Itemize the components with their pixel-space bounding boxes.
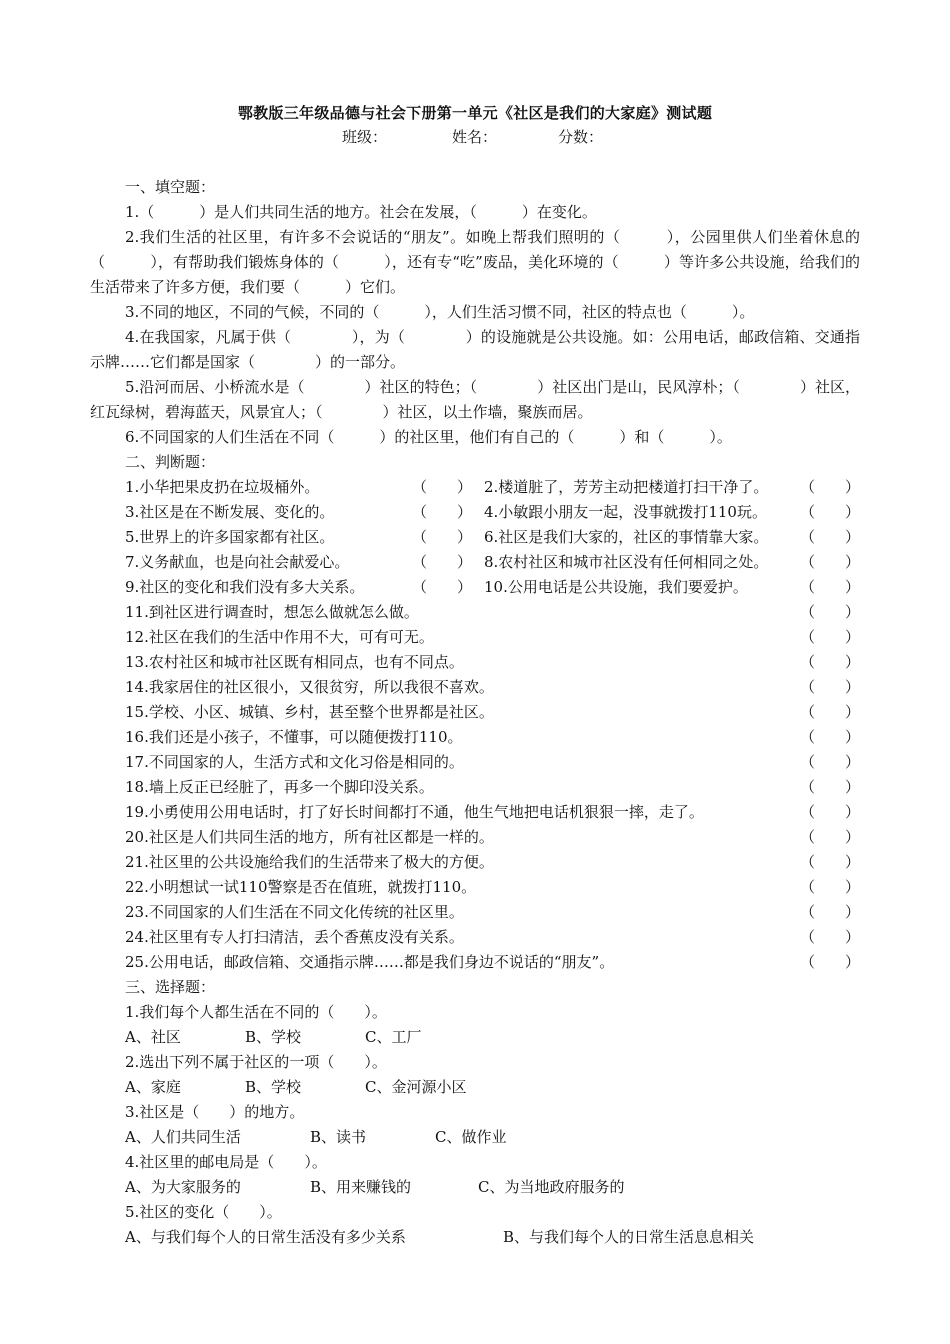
choice-options <box>90 1075 860 1100</box>
section-heading-true-false: 二、判断题： <box>125 453 216 471</box>
true-false-pairs <box>90 475 860 600</box>
true-false-question: 13.农村社区和城市社区既有相同点，也有不同点。 <box>125 653 464 671</box>
true-false-question: 24.社区里有专人打扫清洁，丢个香蕉皮没有关系。 <box>125 928 464 946</box>
score-label: 分数： <box>558 128 604 146</box>
fill-question-5: 5.沿河而居、小桥流水是（ ）社区的特色；（ ）社区出门是山，民风淳朴；（ ）社区，红瓦绿树，碧海蓝天，风景宜人；（ ）社区，以土作墙，聚族而居。 <box>90 378 860 421</box>
true-false-question: 10.公用电话是公共设施，我们要爱护。 <box>484 578 748 596</box>
true-false-row <box>90 675 860 700</box>
section-heading-multiple-choice: 三、选择题： <box>125 978 216 996</box>
true-false-question: 22.小明想试一试110警察是否在值班，就拨打110。 <box>125 878 477 896</box>
fill-question-3: 3.不同的地区，不同的气候，不同的（ ），人们生活习惯不同，社区的特点也（ ）。 <box>125 303 755 321</box>
name-label: 姓名： <box>452 128 498 146</box>
true-false-question: 12.社区在我们的生活中作用不大，可有可无。 <box>125 628 434 646</box>
answer-parentheses: （ ） <box>799 678 860 696</box>
true-false-question: 16.我们还是小孩子，不懂事，可以随便拨打110。 <box>125 728 463 746</box>
true-false-row <box>90 650 860 675</box>
answer-parentheses: （ ） <box>799 953 860 971</box>
true-false-row <box>90 875 860 900</box>
choice-question-stem: 3.社区是（ ）的地方。 <box>125 1103 305 1121</box>
true-false-question: 23.不同国家的人们生活在不同文化传统的社区里。 <box>125 903 464 921</box>
fill-question-6: 6.不同国家的人们生活在不同（ ）的社区里，他们有自己的（ ）和（ ）。 <box>125 428 732 446</box>
answer-parentheses: （ ） <box>799 478 860 496</box>
exam-content <box>90 175 860 1250</box>
answer-parentheses: （ ） <box>799 803 860 821</box>
choice-option[interactable]: B、学校 <box>245 1028 302 1046</box>
true-false-question: 2.楼道脏了，芳芳主动把楼道打扫干净了。 <box>484 478 769 496</box>
answer-parentheses: （ ） <box>799 603 860 621</box>
true-false-row <box>90 800 860 825</box>
answer-parentheses: （ ） <box>799 628 860 646</box>
choice-question-stem: 2.选出下列不属于社区的一项（ ）。 <box>125 1053 387 1071</box>
true-false-row <box>90 825 860 850</box>
answer-parentheses: （ ） <box>412 578 473 596</box>
answer-parentheses: （ ） <box>412 528 473 546</box>
true-false-question: 21.社区里的公共设施给我们的生活带来了极大的方便。 <box>125 853 494 871</box>
true-false-row <box>90 900 860 925</box>
answer-parentheses: （ ） <box>799 703 860 721</box>
answer-parentheses: （ ） <box>799 553 860 571</box>
true-false-question: 15.学校、小区、城镇、乡村，甚至整个世界都是社区。 <box>125 703 494 721</box>
true-false-question: 25.公用电话，邮政信箱、交通指示牌……都是我们身边不说话的“朋友”。 <box>125 953 615 971</box>
answer-parentheses: （ ） <box>799 878 860 896</box>
true-false-question: 14.我家居住的社区很小，又很贫穷，所以我很不喜欢。 <box>125 678 494 696</box>
choice-option[interactable]: A、家庭 <box>125 1078 181 1096</box>
true-false-question: 20.社区是人们共同生活的地方，所有社区都是一样的。 <box>125 828 494 846</box>
true-false-row <box>90 775 860 800</box>
true-false-row <box>90 525 860 550</box>
true-false-row <box>90 850 860 875</box>
answer-parentheses: （ ） <box>799 753 860 771</box>
fill-question-4: 4.在我国家，凡属于供（ ），为（ ）的设施就是公共设施。如：公用电话，邮政信箱、交通指示牌……它们都是国家（ ）的一部分。 <box>90 328 860 371</box>
choice-options <box>90 1175 860 1200</box>
true-false-row <box>90 550 860 575</box>
section-heading-fill-blank: 一、填空题： <box>125 178 216 196</box>
true-false-question: 7.义务献血，也是向社会献爱心。 <box>125 553 350 571</box>
true-false-row <box>90 500 860 525</box>
true-false-question: 17.不同国家的人，生活方式和文化习俗是相同的。 <box>125 753 464 771</box>
answer-parentheses: （ ） <box>799 728 860 746</box>
answer-parentheses: （ ） <box>799 578 860 596</box>
class-label: 班级： <box>342 128 388 146</box>
true-false-question: 19.小勇使用公用电话时，打了好长时间都打不通，他生气地把电话机狠狠一摔，走了。 <box>125 803 704 821</box>
true-false-question: 8.农村社区和城市社区没有任何相同之处。 <box>484 553 769 571</box>
true-false-row <box>90 950 860 975</box>
choice-options <box>90 1225 860 1250</box>
choice-option[interactable]: B、与我们每个人的日常生活息息相关 <box>503 1228 755 1246</box>
true-false-question: 1.小华把果皮扔在垃圾桶外。 <box>125 478 320 496</box>
true-false-row <box>90 700 860 725</box>
multiple-choice-list <box>90 1000 860 1250</box>
choice-option[interactable]: C、做作业 <box>435 1128 507 1146</box>
choice-option[interactable]: A、为大家服务的 <box>125 1178 241 1196</box>
true-false-row <box>90 475 860 500</box>
true-false-question: 9.社区的变化和我们没有多大关系。 <box>125 578 365 596</box>
answer-parentheses: （ ） <box>412 478 473 496</box>
true-false-row <box>90 600 860 625</box>
answer-parentheses: （ ） <box>799 903 860 921</box>
choice-options <box>90 1025 860 1050</box>
answer-parentheses: （ ） <box>799 928 860 946</box>
true-false-row <box>90 750 860 775</box>
choice-question-stem: 1.我们每个人都生活在不同的（ ）。 <box>125 1003 387 1021</box>
answer-parentheses: （ ） <box>412 503 473 521</box>
true-false-question: 18.墙上反正已经脏了，再多一个脚印没关系。 <box>125 778 434 796</box>
answer-parentheses: （ ） <box>799 503 860 521</box>
choice-option[interactable]: C、工厂 <box>365 1028 422 1046</box>
answer-parentheses: （ ） <box>799 828 860 846</box>
choice-option[interactable]: C、为当地政府服务的 <box>478 1178 625 1196</box>
choice-question-stem: 4.社区里的邮电局是（ ）。 <box>125 1153 327 1171</box>
true-false-singles <box>90 600 860 975</box>
true-false-question: 11.到社区进行调查时，想怎么做就怎么做。 <box>125 603 419 621</box>
student-info-line <box>0 125 950 149</box>
choice-option[interactable]: A、人们共同生活 <box>125 1128 241 1146</box>
page-title: 鄂教版三年级品德与社会下册第一单元《社区是我们的大家庭》测试题 <box>237 104 713 122</box>
true-false-row <box>90 575 860 600</box>
true-false-row <box>90 725 860 750</box>
answer-parentheses: （ ） <box>799 778 860 796</box>
answer-parentheses: （ ） <box>799 528 860 546</box>
true-false-question: 5.世界上的许多国家都有社区。 <box>125 528 335 546</box>
true-false-question: 6.社区是我们大家的，社区的事情靠大家。 <box>484 528 769 546</box>
choice-option[interactable]: A、社区 <box>125 1028 181 1046</box>
true-false-question: 4.小敏跟小朋友一起，没事就拨打110玩。 <box>484 503 767 521</box>
choice-option[interactable]: B、读书 <box>310 1128 367 1146</box>
fill-question-1: 1.（ ）是人们共同生活的地方。社会在发展，（ ）在变化。 <box>125 203 597 221</box>
choice-option[interactable]: B、学校 <box>245 1078 302 1096</box>
true-false-question: 3.社区是在不断发展、变化的。 <box>125 503 335 521</box>
choice-options <box>90 1125 860 1150</box>
choice-option[interactable]: C、金河源小区 <box>365 1078 467 1096</box>
fill-question-2: 2.我们生活的社区里，有许多不会说话的“朋友”。如晚上帮我们照明的（ ），公园里供人们坐着休息的（ ），有帮助我们锻炼身体的（ ），还有专“吃”废品，美化环境的（ ）等许多公共设施，给我们的生活带来了许多方便，我们要（ ）它们。 <box>90 228 860 296</box>
true-false-row <box>90 925 860 950</box>
answer-parentheses: （ ） <box>412 553 473 571</box>
choice-option[interactable]: B、用来赚钱的 <box>310 1178 412 1196</box>
answer-parentheses: （ ） <box>799 653 860 671</box>
true-false-row <box>90 625 860 650</box>
choice-question-stem: 5.社区的变化（ ）。 <box>125 1203 282 1221</box>
choice-option[interactable]: A、与我们每个人的日常生活没有多少关系 <box>125 1228 406 1246</box>
answer-parentheses: （ ） <box>799 853 860 871</box>
